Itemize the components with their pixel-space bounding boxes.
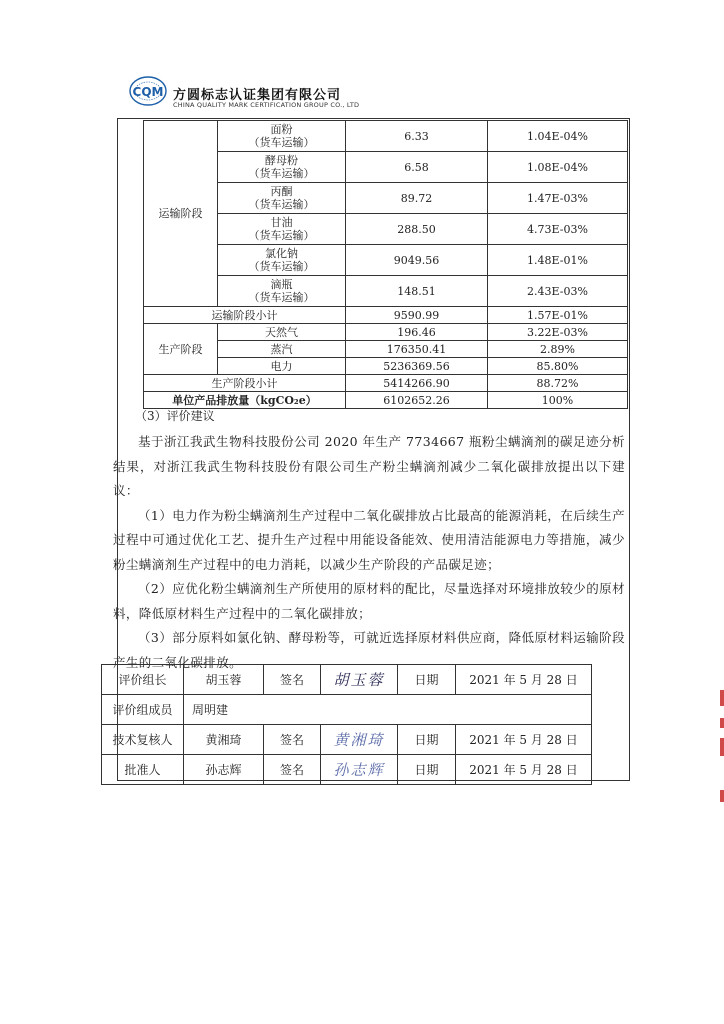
production-value: 5236369.56 [346,358,488,375]
table-row [102,755,592,785]
seal-edge-mark [720,738,724,756]
production-subtotal-percent: 88.72% [488,375,628,392]
leader-date: 2021 年 5 月 28 日 [456,665,592,695]
transport-percent: 4.73E-03% [488,214,628,245]
transport-subtotal-value: 9590.99 [346,307,488,324]
table-row [144,375,628,392]
unit-total-percent: 100% [488,392,628,409]
seal-edge-mark [720,718,724,728]
cqm-logo-icon [126,74,170,114]
transport-item [218,245,346,276]
production-subtotal-value: 5414266.90 [346,375,488,392]
item-name: 丙酮 [270,185,293,198]
suggestion-3: （3）部分原料如氯化钠、酵母粉等，可就近选择原材料供应商，降低原材料运输阶段产生的二氧化碳排放。 [113,630,625,670]
item-mode: （货车运输） [248,229,315,242]
unit-total-label: 单位产品排放量（kgCO₂e） [144,392,346,409]
date-label: 日期 [398,665,456,695]
transport-value: 89.72 [346,183,488,214]
approver-label: 批准人 [102,755,184,785]
suggestion-1: （1）电力作为粉尘螨滴剂生产过程中二氧化碳排放占比最高的能源消耗，在后续生产过程中可通过优化工艺、提升生产过程中用能设备能效、使用清洁能源电力等措施，减少粉尘螨滴剂生产过程中的电力消耗，以减少生产阶段的产品碳足迹； [113,507,625,572]
table-row [144,121,628,152]
transport-value: 288.50 [346,214,488,245]
reviewer-label: 技术复核人 [102,725,184,755]
item-name: 氯化钠 [265,247,298,260]
production-value: 196.46 [346,324,488,341]
table-row [102,725,592,755]
transport-item [218,276,346,307]
production-percent: 3.22E-03% [488,324,628,341]
item-name: 面粉 [270,123,293,136]
seal-edge-mark [720,690,724,706]
transport-percent: 1.04E-04% [488,121,628,152]
transport-percent: 1.47E-03% [488,183,628,214]
production-percent: 2.89% [488,341,628,358]
transport-percent: 1.48E-01% [488,245,628,276]
item-mode: （货车运输） [248,167,315,180]
production-value: 176350.41 [346,341,488,358]
table-row [144,307,628,324]
transport-item [218,152,346,183]
transport-percent: 1.08E-04% [488,152,628,183]
evaluation-heading: （3）评价建议 [135,409,215,423]
reviewer-date: 2021 年 5 月 28 日 [456,725,592,755]
carbon-footprint-table [143,120,628,409]
production-item: 天然气 [218,324,346,341]
leader-name: 胡玉蓉 [184,665,264,695]
suggestion-2: （2）应优化粉尘螨滴剂生产所使用的原材料的配比，尽量选择对环境排放较少的原材料，降低原材料生产过程中的二氧化碳排放； [113,581,625,621]
approver-signature: 孙志辉 [321,755,398,785]
date-label: 日期 [398,755,456,785]
company-name-cn: 方圆标志认证集团有限公司 [173,88,342,103]
table-row [144,324,628,341]
production-item: 蒸汽 [218,341,346,358]
table-row [102,665,592,695]
production-stage-cell: 生产阶段 [144,324,218,375]
transport-value: 6.58 [346,152,488,183]
item-name: 酵母粉 [265,154,298,167]
production-subtotal-label: 生产阶段小计 [144,375,346,392]
transport-item [218,183,346,214]
transport-value: 9049.56 [346,245,488,276]
date-label: 日期 [398,725,456,755]
item-mode: （货车运输） [248,198,315,211]
unit-total-value: 6102652.26 [346,392,488,409]
transport-percent: 2.43E-03% [488,276,628,307]
sign-label: 签名 [264,725,321,755]
approver-date: 2021 年 5 月 28 日 [456,755,592,785]
transport-item [218,214,346,245]
evaluation-text [113,430,625,675]
leader-label: 评价组长 [102,665,184,695]
member-name: 周明建 [184,695,592,725]
transport-value: 148.51 [346,276,488,307]
transport-stage-cell: 运输阶段 [144,121,218,307]
approver-name: 孙志辉 [184,755,264,785]
seal-edge-mark [720,790,724,802]
item-name: 甘油 [270,216,293,229]
table-row [144,392,628,409]
item-mode: （货车运输） [248,136,315,149]
sign-label: 签名 [264,755,321,785]
member-label: 评价组成员 [102,695,184,725]
page-header [126,74,386,114]
item-mode: （货车运输） [248,291,315,304]
leader-signature: 胡玉蓉 [321,665,398,695]
production-item: 电力 [218,358,346,375]
company-name-en: CHINA QUALITY MARK CERTIFICATION GROUP CO., LTD [173,101,360,109]
transport-subtotal-percent: 1.57E-01% [488,307,628,324]
reviewer-name: 黄湘琦 [184,725,264,755]
item-name: 滴瓶 [270,278,293,291]
signoff-table [101,664,592,785]
evaluation-intro: 基于浙江我武生物科技股份公司 2020 年生产 7734667 瓶粉尘螨滴剂的碳足迹分析结果，对浙江我武生物科技股份有限公司生产粉尘螨滴剂减少二氧化碳排放提出以下建议： [113,434,625,498]
transport-item [218,121,346,152]
reviewer-signature: 黄湘琦 [321,725,398,755]
production-percent: 85.80% [488,358,628,375]
logo-text: CQM [132,85,164,99]
table-row [102,695,592,725]
transport-subtotal-label: 运输阶段小计 [144,307,346,324]
sign-label: 签名 [264,665,321,695]
transport-value: 6.33 [346,121,488,152]
item-mode: （货车运输） [248,260,315,273]
